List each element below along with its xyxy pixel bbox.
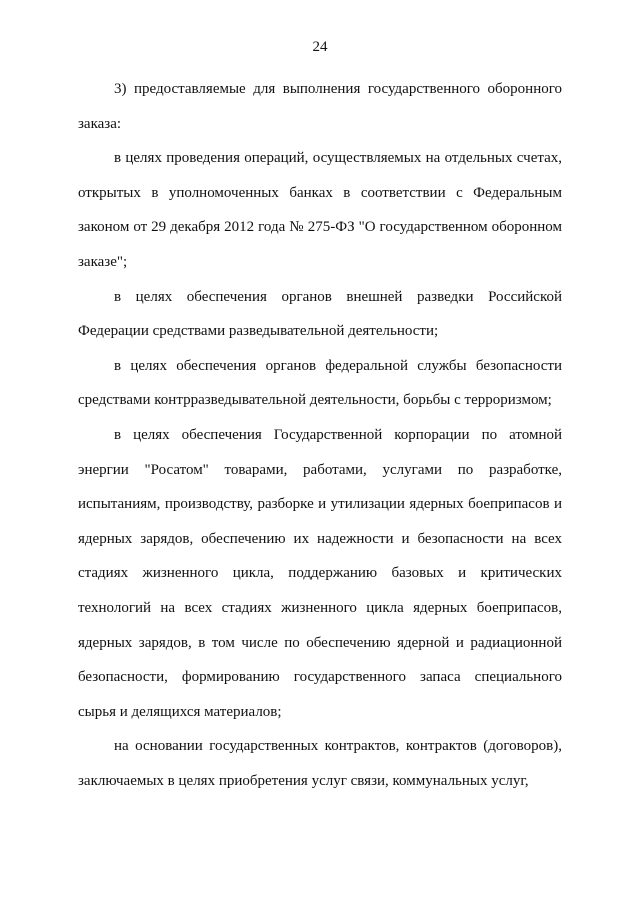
paragraph-federal-security: в целях обеспечения органов федеральной службы безопасности средствами контрразведывательной деятельности, борьбы с терроризмом; [78, 357, 562, 409]
page-number: 24 [312, 39, 328, 55]
document-body [78, 72, 562, 798]
paragraph-foreign-intelligence: в целях обеспечения органов внешней разведки Российской Федерации средствами разведывательной деятельности; [78, 288, 562, 340]
paragraph-state-contracts: на основании государственных контрактов, контрактов (договоров), заключаемых в целях приобретения услуг связи, коммунальных услуг, [78, 738, 562, 789]
paragraph-separate-accounts: в целях проведения операций, осуществляемых на отдельных счетах, открытых в уполномоченных банках в соответствии с Федеральным законом от 29 декабря 2012 года № 275-ФЗ "О государственном оборонном заказе"; [78, 150, 562, 270]
paragraph-rosatom: в целях обеспечения Государственной корпорации по атомной энергии "Росатом" товарами, работами, услугами по разработке, испытаниям, производству, разборке и утилизации ядерных боеприпасов и ядерных зарядов, обеспечению их надежности и безопасности на всех стадиях жизненного цикла, поддержанию базовых и критических технологий на всех стадиях жизненного цикла ядерных боеприпасов, ядерных зарядов, в том числе по обеспечению ядерной и радиационной безопасности, формированию государственного запаса специального сырья и делящихся материалов; [78, 426, 562, 720]
paragraph-defense-order: 3) предоставляемые для выполнения государственного оборонного заказа: [78, 81, 562, 132]
